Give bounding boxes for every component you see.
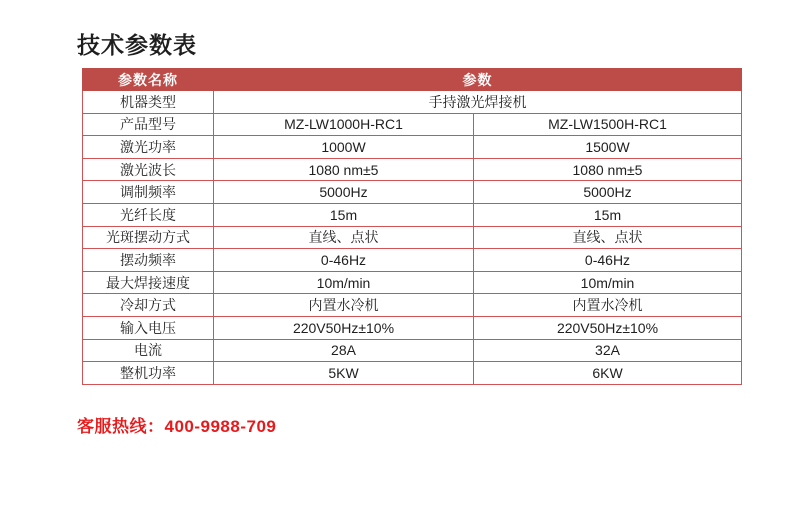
row-label: 机器类型 xyxy=(83,91,214,114)
row-label: 摆动频率 xyxy=(83,249,214,272)
row-value-1: 内置水冷机 xyxy=(214,294,474,317)
row-value-1: 5000Hz xyxy=(214,181,474,204)
row-label: 输入电压 xyxy=(83,316,214,339)
table-row-laser-power xyxy=(83,136,742,159)
table-header-row xyxy=(83,69,742,91)
table-row-max-weld-speed xyxy=(83,271,742,294)
hotline-number: 400-9988-709 xyxy=(164,417,277,436)
row-label: 光斑摆动方式 xyxy=(83,226,214,249)
row-label: 光纤长度 xyxy=(83,203,214,226)
row-value-2: 1500W xyxy=(474,136,742,159)
row-value-1: MZ-LW1000H-RC1 xyxy=(214,113,474,136)
row-value-2: MZ-LW1500H-RC1 xyxy=(474,113,742,136)
row-label: 激光波长 xyxy=(83,158,214,181)
row-label: 电流 xyxy=(83,339,214,362)
row-label: 调制频率 xyxy=(83,181,214,204)
header-param-name: 参数名称 xyxy=(83,69,214,91)
row-value-1: 15m xyxy=(214,203,474,226)
row-value-2: 10m/min xyxy=(474,271,742,294)
row-value-1: 0-46Hz xyxy=(214,249,474,272)
page-title: 技术参数表 xyxy=(77,32,197,58)
row-value-2: 1080 nm±5 xyxy=(474,158,742,181)
table-row-input-voltage xyxy=(83,316,742,339)
row-label: 冷却方式 xyxy=(83,294,214,317)
row-value-1: 直线、点状 xyxy=(214,226,474,249)
table-row-modulation-freq xyxy=(83,181,742,204)
row-value-1: 1000W xyxy=(214,136,474,159)
row-value-2: 220V50Hz±10% xyxy=(474,316,742,339)
table-row-oscillation-freq xyxy=(83,249,742,272)
row-value-1: 220V50Hz±10% xyxy=(214,316,474,339)
row-value-1: 5KW xyxy=(214,362,474,385)
row-value-span: 手持激光焊接机 xyxy=(214,91,742,114)
table-row-spot-oscillation xyxy=(83,226,742,249)
table-row-current xyxy=(83,339,742,362)
table-row-machine-type xyxy=(83,91,742,114)
row-value-2: 32A xyxy=(474,339,742,362)
row-label: 激光功率 xyxy=(83,136,214,159)
row-value-1: 28A xyxy=(214,339,474,362)
table-row-cooling xyxy=(83,294,742,317)
row-value-2: 15m xyxy=(474,203,742,226)
hotline-label: 客服热线： xyxy=(77,417,165,436)
row-value-2: 内置水冷机 xyxy=(474,294,742,317)
row-value-2: 直线、点状 xyxy=(474,226,742,249)
header-param-value: 参数 xyxy=(214,69,742,91)
row-label: 整机功率 xyxy=(83,362,214,385)
row-value-2: 5000Hz xyxy=(474,181,742,204)
table-row-model xyxy=(83,113,742,136)
row-label: 最大焊接速度 xyxy=(83,271,214,294)
row-value-2: 6KW xyxy=(474,362,742,385)
table-row-wavelength xyxy=(83,158,742,181)
table-row-fiber-length xyxy=(83,203,742,226)
row-value-2: 0-46Hz xyxy=(474,249,742,272)
table-row-total-power xyxy=(83,362,742,385)
row-value-1: 10m/min xyxy=(214,271,474,294)
row-label: 产品型号 xyxy=(83,113,214,136)
hotline xyxy=(77,412,276,437)
spec-table xyxy=(82,68,742,385)
row-value-1: 1080 nm±5 xyxy=(214,158,474,181)
